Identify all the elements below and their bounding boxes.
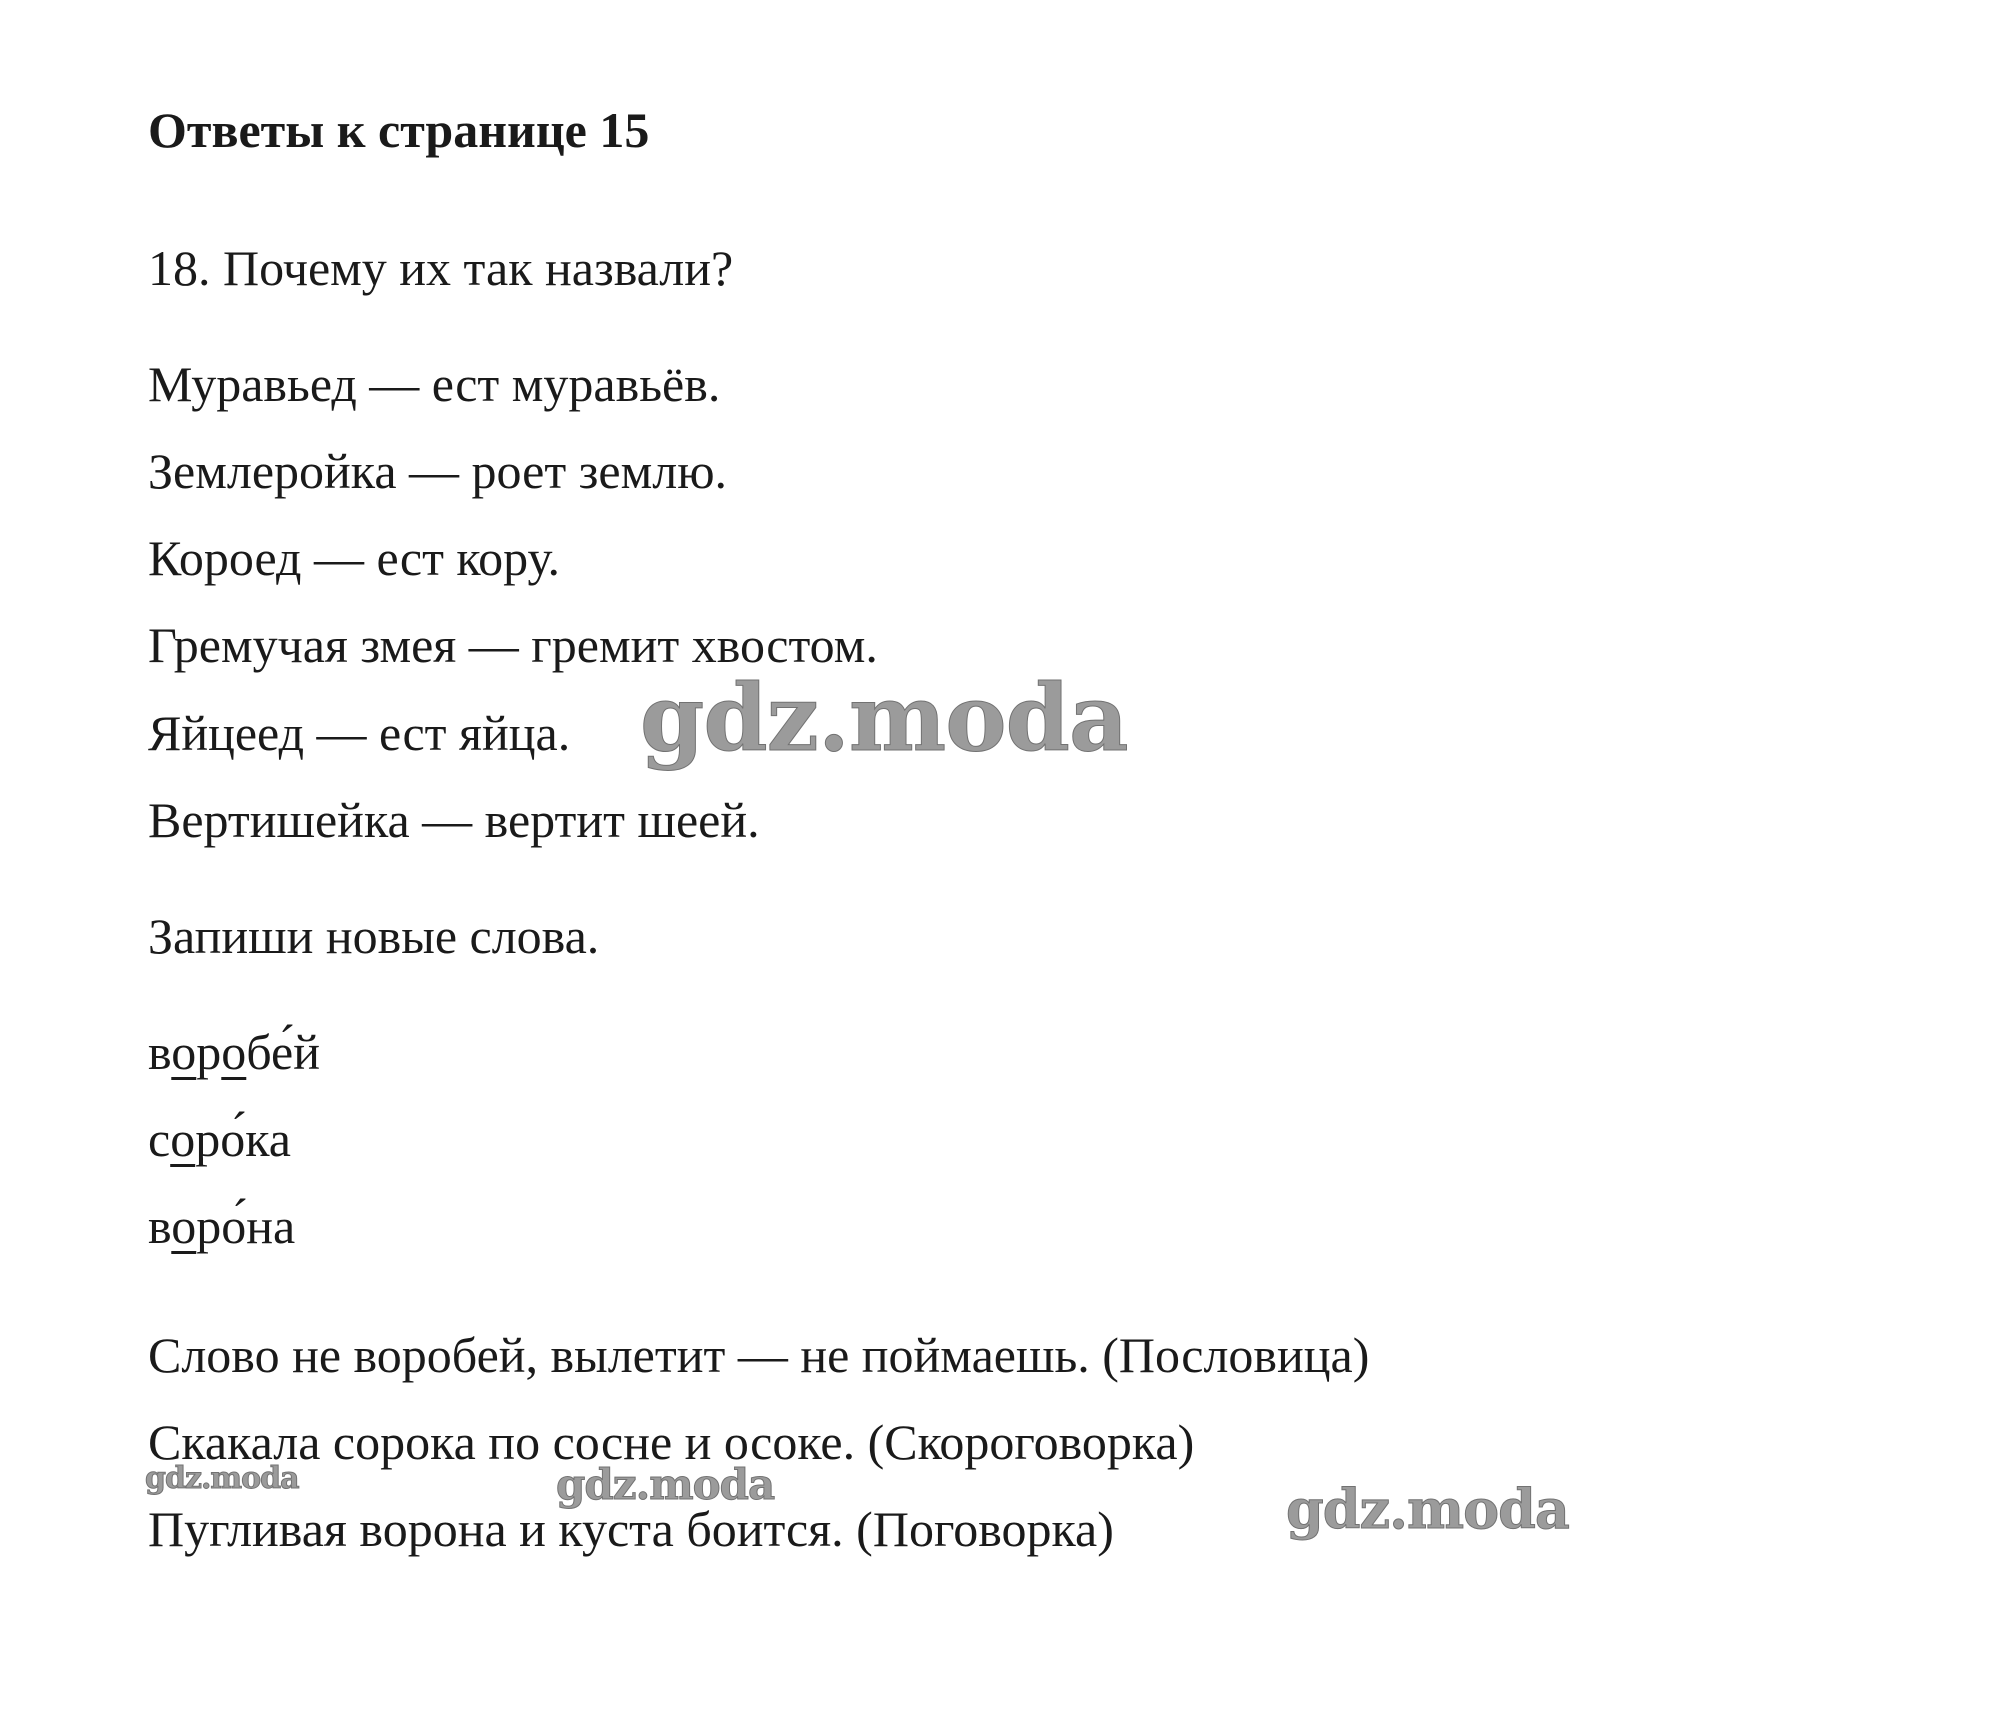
watermark: gdz.moda [1286,1477,1569,1541]
answer-line: Гремучая змея — гремит хвостом. [148,617,878,673]
word-part: в [148,1198,172,1254]
word-part: ро́на [196,1198,296,1254]
answer-line: Вертишейка — вертит шеей. [148,792,760,848]
vocabulary-word [148,1109,291,1169]
word-unstressed-vowel: о [170,1111,196,1167]
vocabulary-word [148,1196,295,1256]
answer-line: Муравьед — ест муравьёв. [148,356,721,412]
answer-line: Короед — ест кору. [148,530,561,586]
task-title: 18. Почему их так назвали? [148,240,734,296]
saying-line: Слово не воробей, вылетит — не поймаешь. (Пословица) [148,1327,1370,1383]
page-heading: Ответы к странице 15 [148,102,650,158]
word-part: с [148,1111,171,1167]
watermark: gdz.moda [145,1461,299,1496]
instruction-text: Запиши новые слова. [148,908,600,964]
word-part: в [148,1024,172,1080]
vocabulary-word [148,1022,320,1082]
answer-line: Яйцеед — ест яйца. [148,705,571,761]
saying-line: Скакала сорока по сосне и осоке. (Скороговорка) [148,1414,1195,1470]
word-part: р [196,1024,222,1080]
word-part: ро́ка [195,1111,291,1167]
watermark: gdz.moda [556,1460,775,1509]
word-part: бе́й [246,1024,321,1080]
word-unstressed-vowel: о [171,1198,197,1254]
word-unstressed-vowel: о [171,1024,197,1080]
word-unstressed-vowel: о [221,1024,247,1080]
watermark: gdz.moda [640,664,1128,772]
answer-line: Землеройка — роет землю. [148,443,728,499]
saying-line: Пугливая ворона и куста боится. (Поговорка) [148,1501,1114,1557]
